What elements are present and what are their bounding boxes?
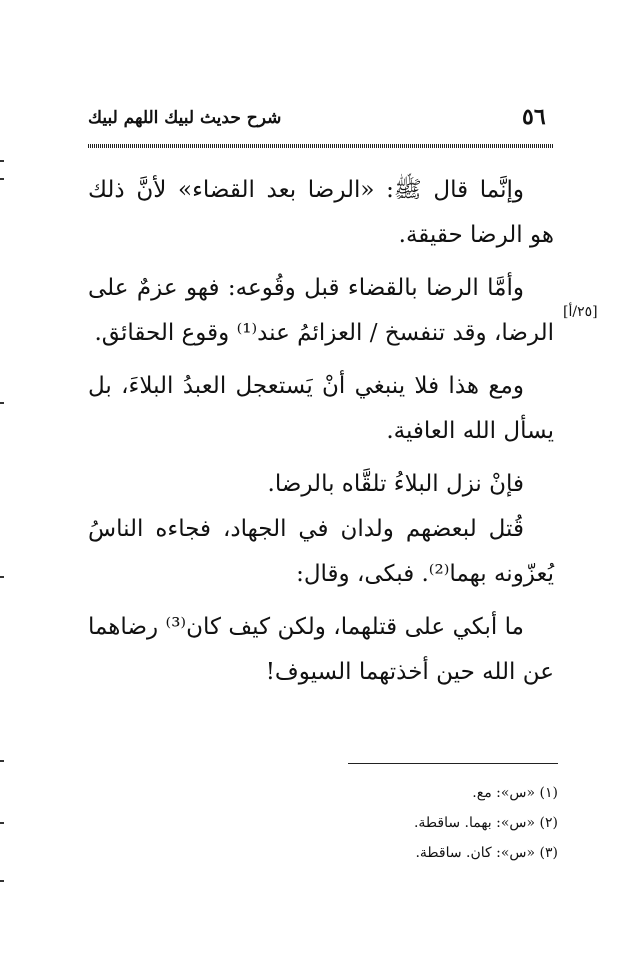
running-header: شرح حديث لبيك اللهم لبيك [88,108,282,128]
body-text [88,168,554,695]
page-number: ٥٦ [522,104,546,130]
margin-tick [0,160,4,162]
footnote-rule [348,763,558,764]
margin-tick [0,576,4,578]
margin-tick [0,178,4,180]
margin-tick [0,760,4,762]
margin-tick [0,822,4,824]
paragraph: ما أبكي على قتلهما، ولكن كيف كان⁽³⁾ رضاهما عن الله حين أخذتهما السيوف! [88,614,554,685]
paragraph: فإنْ نزل البلاءُ تلقَّاه بالرضا. [267,471,524,497]
paragraph: وأمَّا الرضا بالقضاء قبل وقُوعه: فهو عزمٌ على الرضا، وقد تنفسخ / العزائمُ عند⁽¹⁾ وقوع الحقائق. [88,275,554,346]
margin-tick [0,880,4,882]
margin-folio-note: [٢٥/أ] [563,304,598,320]
footnotes [250,778,558,868]
footnote: (١) «س»: مع. [472,785,558,801]
header-rule [88,144,554,148]
footnote: (٣) «س»: كان. ساقطة. [415,845,558,861]
paragraph: ومع هذا فلا ينبغي أنْ يَستعجل العبدُ البلاءَ، بل يسأل الله العافية. [88,373,554,444]
footnote: (٢) «س»: بهما. ساقطة. [413,815,558,831]
paragraph: قُتل لبعضهم ولدان في الجهاد، فجاءه الناسُ يُعزّونه بهما⁽²⁾. فبكى، وقال: [88,516,554,587]
margin-tick [0,402,4,404]
paragraph: وإنَّما قال ﷺ: «الرضا بعد القضاء» لأنَّ ذلك هو الرضا حقيقة. [88,177,554,248]
